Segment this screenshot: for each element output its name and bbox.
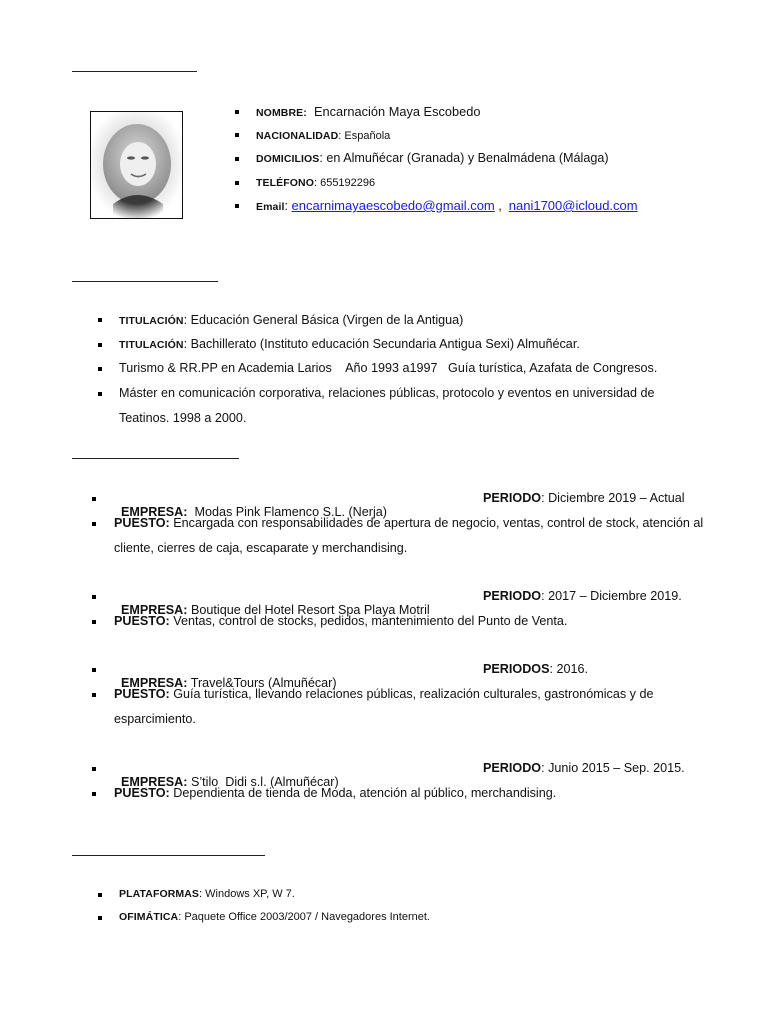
empresa-label: EMPRESA: bbox=[121, 775, 188, 789]
bullet bbox=[98, 367, 102, 371]
bullet bbox=[92, 767, 96, 771]
puesto-value: Guía turística, llevando relaciones públicas, realización culturales, gastronómicas y de bbox=[169, 687, 654, 701]
email-link-gmail[interactable]: encarnimayaescobedo@gmail.com bbox=[291, 198, 495, 213]
titulacion-value: : Educación General Básica (Virgen de la Antigua) bbox=[183, 313, 464, 327]
empresa-label: EMPRESA: bbox=[121, 603, 188, 617]
puesto-line-2: esparcimiento. bbox=[114, 712, 196, 726]
puesto-line bbox=[114, 516, 703, 530]
bullet bbox=[235, 181, 239, 185]
empresa-line bbox=[114, 761, 339, 789]
plataformas-value: : Windows XP, W 7. bbox=[199, 888, 295, 900]
titulacion-label: TITULACIÓN bbox=[119, 339, 184, 351]
skills-item-1 bbox=[119, 888, 295, 900]
nombre-line bbox=[256, 104, 480, 119]
plataformas-label: PLATAFORMAS bbox=[119, 888, 200, 900]
puesto-value: Encargada con responsabilidades de apertura de negocio, ventas, control de stock, atención al bbox=[169, 516, 704, 530]
telefono-value: : 655192296 bbox=[313, 177, 376, 189]
empresa-label: EMPRESA: bbox=[121, 676, 188, 690]
bullet bbox=[92, 693, 96, 697]
titulacion-label: TITULACIÓN bbox=[119, 315, 184, 327]
nacionalidad-line bbox=[256, 128, 390, 142]
email-comma: , bbox=[494, 199, 509, 213]
periodo-label: PERIODO bbox=[483, 761, 542, 775]
puesto-line bbox=[114, 614, 567, 628]
empresa-value: Modas Pink Flamenco S.L. (Nerja) bbox=[187, 505, 387, 519]
periodo-label: PERIODOS bbox=[483, 662, 550, 676]
ofimatica-value: : Paquete Office 2003/2007 / Navegadores Internet. bbox=[178, 911, 430, 923]
puesto-line bbox=[114, 687, 653, 701]
puesto-label: PUESTO: bbox=[114, 687, 170, 701]
section-rule-skills bbox=[72, 855, 265, 856]
periodo-line bbox=[483, 589, 682, 603]
bullet bbox=[235, 204, 239, 208]
bullet bbox=[235, 157, 239, 161]
empresa-label: EMPRESA: bbox=[121, 505, 188, 519]
bullet bbox=[92, 620, 96, 624]
bullet bbox=[92, 522, 96, 526]
education-item-2 bbox=[119, 337, 580, 351]
periodo-value: : Junio 2015 – Sep. 2015. bbox=[541, 761, 685, 775]
nombre-label: NOMBRE: bbox=[256, 107, 307, 119]
education-item-4-line-2: Teatinos. 1998 a 2000. bbox=[119, 411, 247, 425]
bullet bbox=[92, 595, 96, 599]
portrait-image bbox=[91, 112, 182, 218]
empresa-value: S’tilo Didi s.l. (Almuñécar) bbox=[187, 775, 339, 789]
empresa-line bbox=[114, 662, 337, 690]
bullet bbox=[98, 318, 102, 322]
periodo-value: : Diciembre 2019 – Actual bbox=[541, 491, 685, 505]
domicilios-label: DOMICILIOS bbox=[256, 153, 320, 165]
bullet bbox=[98, 893, 102, 897]
ofimatica-label: OFIMÁTICA bbox=[119, 911, 179, 923]
bullet bbox=[235, 110, 239, 114]
puesto-line-2: cliente, cierres de caja, escaparate y merchandising. bbox=[114, 541, 408, 555]
email-label: Email bbox=[256, 201, 285, 213]
education-item-4-line-1: Máster en comunicación corporativa, relaciones públicas, protocolo y eventos en universidad de bbox=[119, 386, 655, 400]
empresa-line bbox=[114, 491, 387, 519]
education-item-3: Turismo & RR.PP en Academia Larios Año 1993 a1997 Guía turística, Azafata de Congresos. bbox=[119, 361, 658, 375]
periodo-value: : 2017 – Diciembre 2019. bbox=[541, 589, 682, 603]
periodo-value: : 2016. bbox=[549, 662, 588, 676]
titulacion-value: : Bachillerato (Instituto educación Secundaria Antigua Sexi) Almuñécar. bbox=[183, 337, 580, 351]
education-item-1 bbox=[119, 313, 463, 327]
empresa-value: Travel&Tours (Almuñécar) bbox=[187, 676, 337, 690]
periodo-line bbox=[483, 662, 588, 676]
email-link-icloud[interactable]: nani1700@icloud.com bbox=[508, 198, 638, 213]
periodo-line bbox=[483, 761, 685, 775]
puesto-value: Dependienta de tienda de Moda, atención al público, merchandising. bbox=[169, 786, 557, 800]
skills-item-2 bbox=[119, 911, 430, 923]
profile-photo bbox=[90, 111, 183, 219]
domicilios-line bbox=[256, 151, 609, 165]
bullet bbox=[235, 133, 239, 137]
periodo-line bbox=[483, 491, 685, 505]
bullet bbox=[92, 497, 96, 501]
puesto-label: PUESTO: bbox=[114, 614, 170, 628]
puesto-label: PUESTO: bbox=[114, 786, 170, 800]
nacionalidad-value: : Española bbox=[338, 130, 391, 142]
nombre-value: Encarnación Maya Escobedo bbox=[314, 104, 481, 119]
nacionalidad-label: NACIONALIDAD bbox=[256, 130, 339, 142]
domicilios-value: : en Almuñécar (Granada) y Benalmádena (Málaga) bbox=[319, 151, 609, 165]
empresa-line bbox=[114, 589, 430, 617]
section-rule-experience bbox=[72, 458, 239, 459]
bullet bbox=[92, 792, 96, 796]
email-separator: : bbox=[284, 199, 292, 213]
bullet bbox=[92, 668, 96, 672]
email-line bbox=[256, 198, 638, 213]
section-rule-education bbox=[72, 281, 218, 282]
telefono-label: TELÉFONO bbox=[256, 177, 314, 189]
bullet bbox=[98, 392, 102, 396]
puesto-value: Ventas, control de stocks, pedidos, mantenimiento del Punto de Venta. bbox=[169, 614, 568, 628]
bullet bbox=[98, 916, 102, 920]
puesto-label: PUESTO: bbox=[114, 516, 170, 530]
bullet bbox=[98, 343, 102, 347]
section-rule-personal bbox=[72, 71, 197, 72]
empresa-value: Boutique del Hotel Resort Spa Playa Motril bbox=[187, 603, 430, 617]
periodo-label: PERIODO bbox=[483, 589, 542, 603]
puesto-line bbox=[114, 786, 556, 800]
periodo-label: PERIODO bbox=[483, 491, 542, 505]
telefono-line bbox=[256, 175, 375, 189]
